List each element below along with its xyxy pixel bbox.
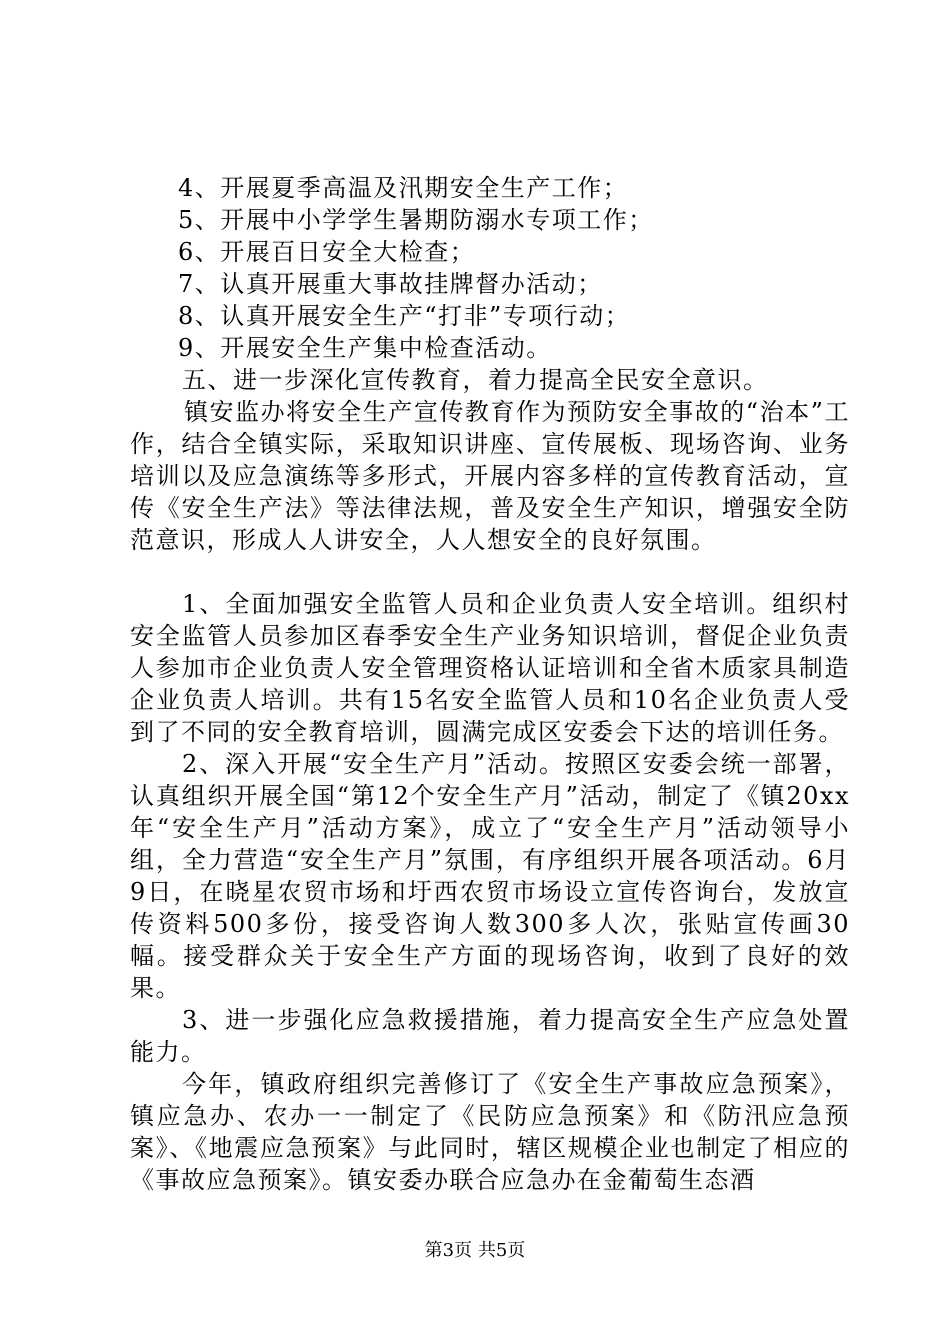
list-item: 4、开展夏季高温及汛期安全生产工作； [178,174,629,202]
training-paragraph: 1、全面加强安全监管人员和企业负责人安全培训。组织村安全监管人员参加区春季安全生产业务知识培训，督促企业负责人参加市企业负责人安全管理资格认证培训和全省木质家具制造企业负责人培训。共有15名安全监管人员和10名企业负责人受到了不同的安全教育培训，圆满完成区安委会下达的培训任务。 [130,590,850,746]
list-item: 5、开展中小学学生暑期防溺水专项工作； [178,206,654,234]
document-body [130,172,850,1196]
list-item: 6、开展百日安全大检查； [178,238,476,266]
section-heading: 五、进一步深化宣传教育，着力提高全民安全意识。 [182,366,769,394]
list-item: 9、开展安全生产集中检查活动。 [178,334,552,362]
list-item: 8、认真开展安全生产“打非”专项行动； [178,302,631,330]
emergency-plan-paragraph: 今年，镇政府组织完善修订了《安全生产事故应急预案》，镇应急办、农办一一制定了《民防应急预案》和《防汛应急预案》、《地震应急预案》与此同时，辖区规模企业也制定了相应的《事故应急预案》。镇安委办联合应急办在金葡萄生态酒 [130,1070,850,1194]
safety-month-paragraph: 2、深入开展“安全生产月”活动。按照区安委会统一部署，认真组织开展全国“第12个安全生产月”活动，制定了《镇20xx年“安全生产月”活动方案》，成立了“安全生产月”活动领导小组，全力营造“安全生产月”氛围，有序组织开展各项活动。6月9日，在晓星农贸市场和圩西农贸市场设立宣传咨询台，发放宣传资料500多份，接受咨询人数300多人次，张贴宣传画30幅。接受群众关于安全生产方面的现场咨询，收到了良好的效果。 [130,750,850,1002]
intro-paragraph: 镇安监办将安全生产宣传教育作为预防安全事故的“治本”工作，结合全镇实际，采取知识讲座、宣传展板、现场咨询、业务培训以及应急演练等多形式，开展内容多样的宣传教育活动，宣传《安全生产法》等法律法规，普及安全生产知识，增强安全防范意识，形成人人讲安全，人人想安全的良好氛围。 [130,398,850,554]
list-item: 7、认真开展重大事故挂牌督办活动； [178,270,603,298]
paragraph-gap [130,556,850,588]
emergency-heading-paragraph: 3、进一步强化应急救援措施，着力提高安全生产应急处置能力。 [130,1006,850,1066]
page-footer: 第3页 共5页 [424,1240,526,1261]
